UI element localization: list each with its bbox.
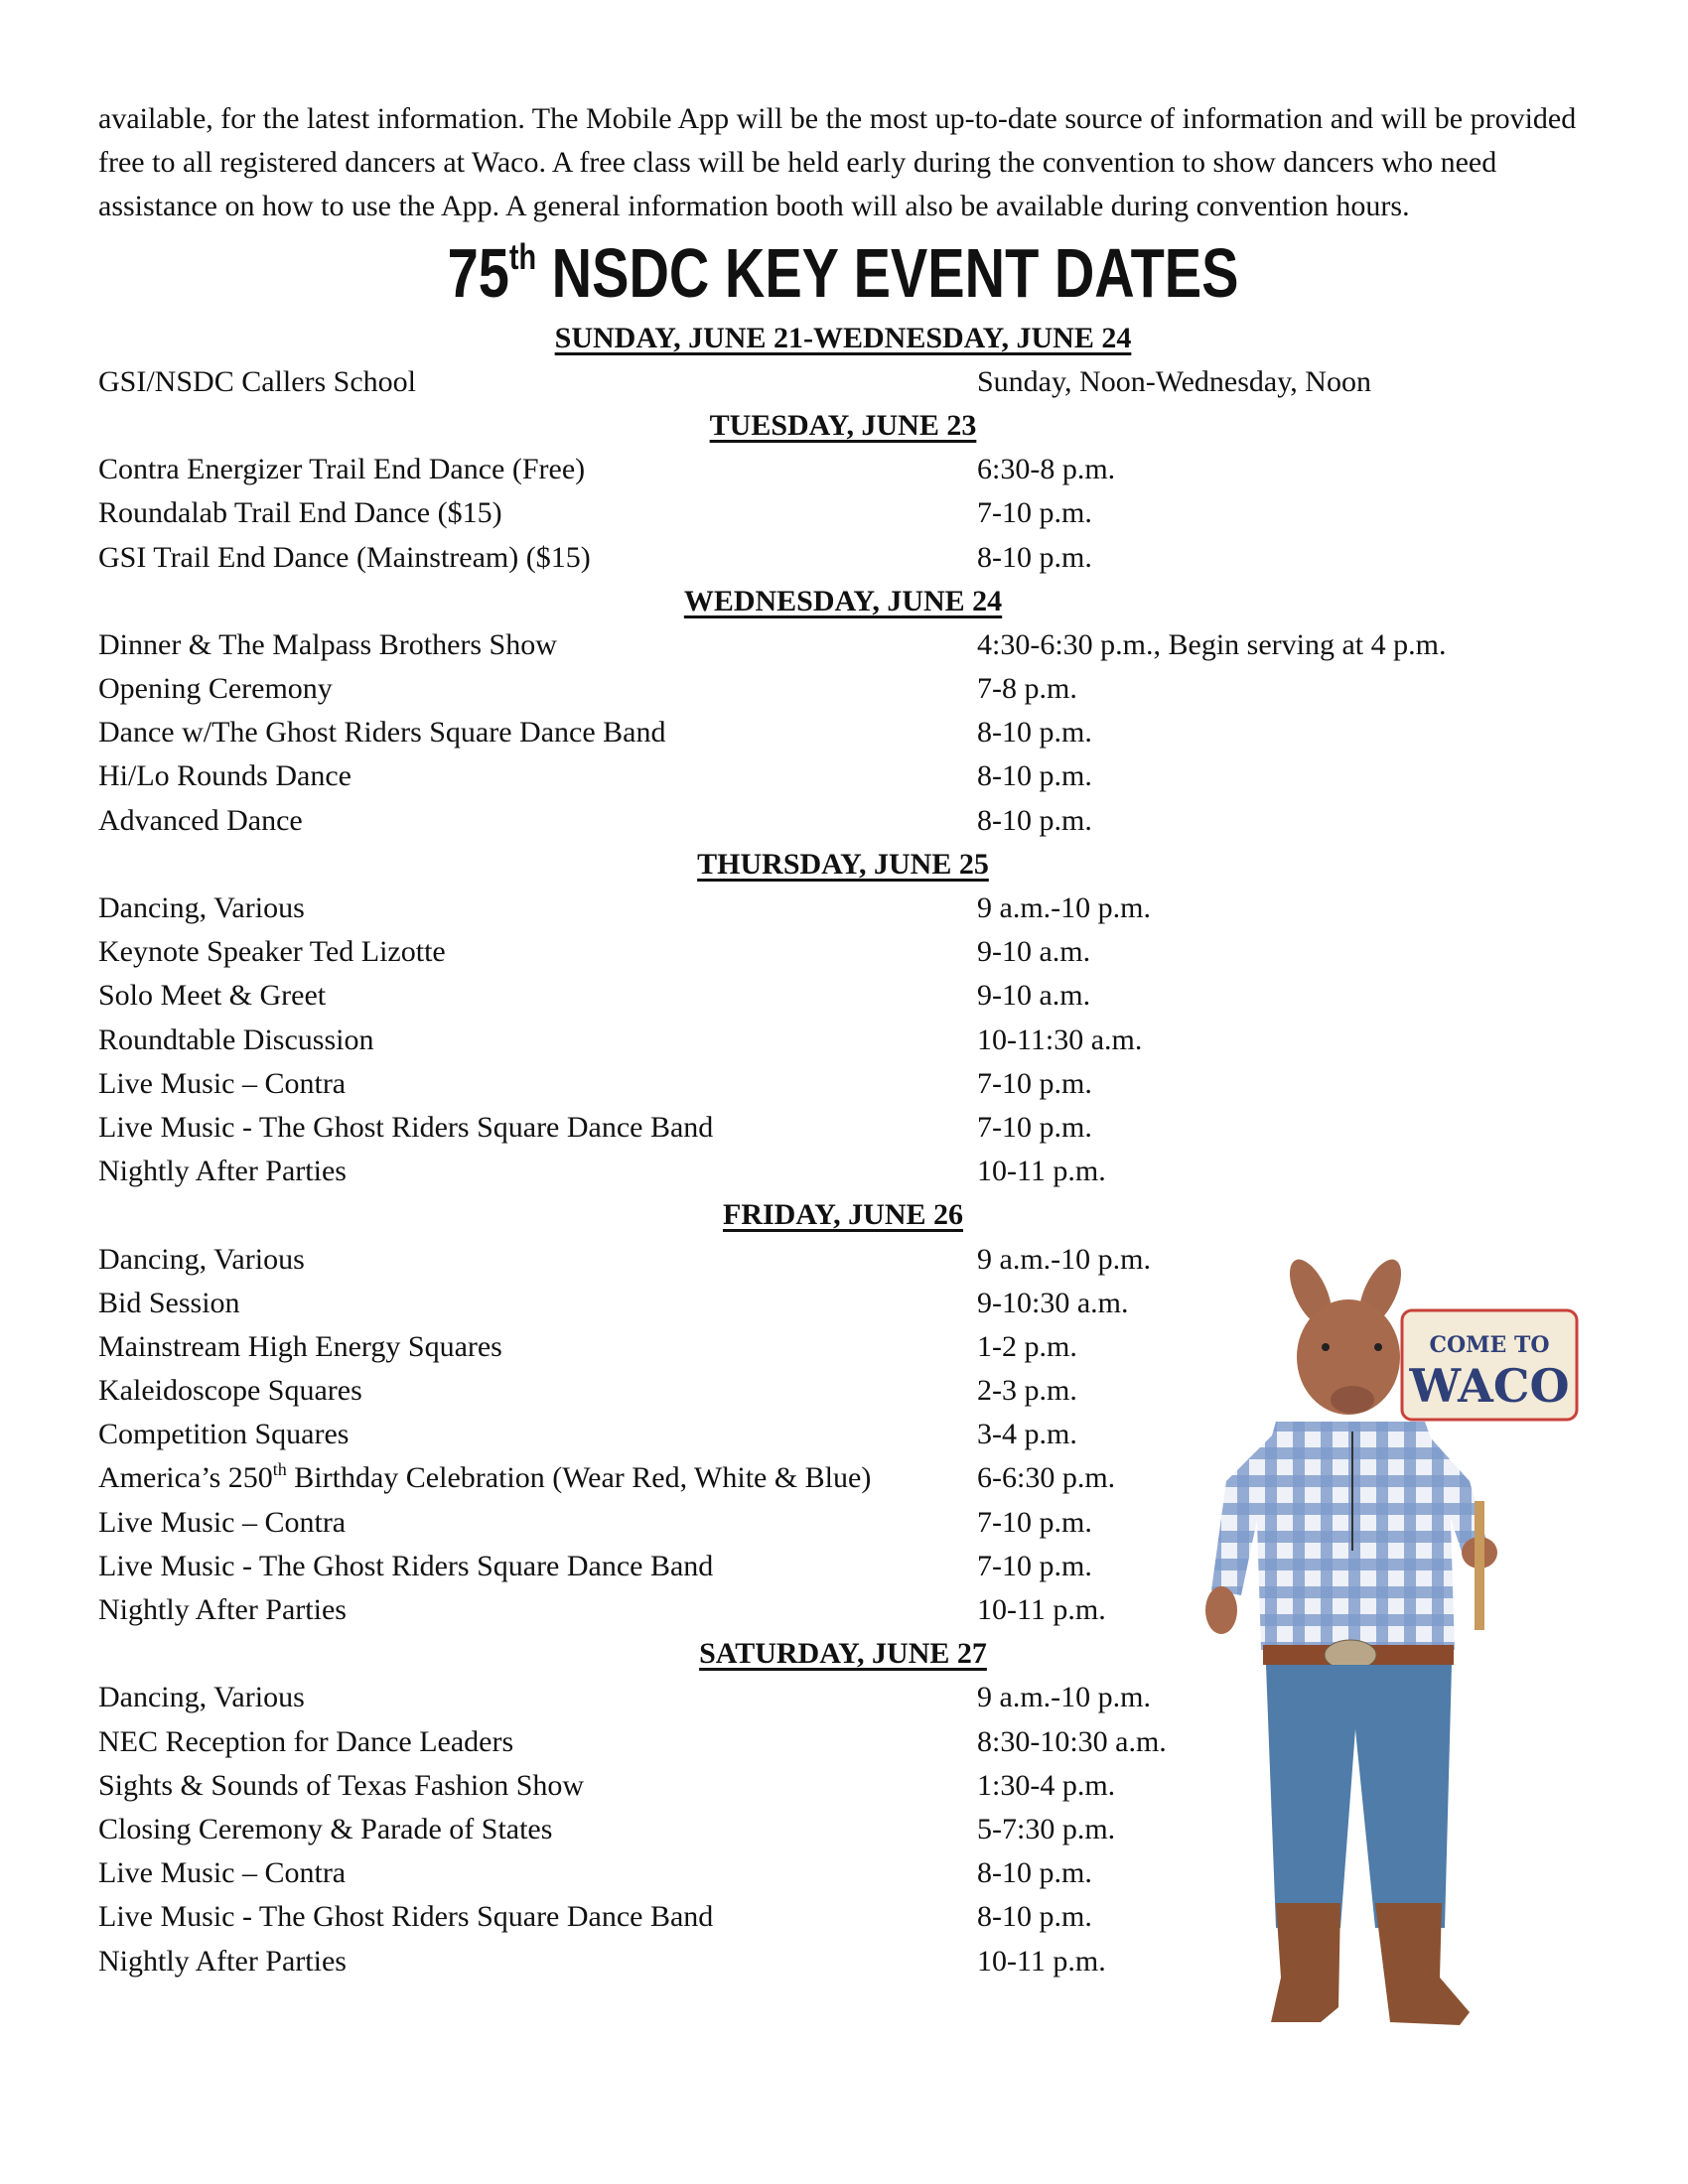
event-row [98,1062,1588,1106]
event-row [98,623,1588,667]
event-time: 10-11 p.m. [977,1155,1106,1188]
event-name [98,1461,871,1494]
event-name-text: Dance w/The Ghost Riders Square Dance Band [98,716,666,750]
event-name [98,1330,502,1363]
event-name [98,1945,347,1978]
event-name-text: Advanced Dance [98,803,303,837]
event-name-text: Nightly After Parties [98,1944,347,1978]
event-time: 7-10 p.m. [977,1066,1092,1100]
event-name-text: GSI Trail End Dance (Mainstream) ($15) [98,540,591,574]
jeans [1266,1665,1452,1928]
event-time: 8-10 p.m. [977,803,1092,837]
event-name-text: Live Music - The Ghost Riders Square Dance Band [98,1549,714,1582]
event-time: 6-6:30 p.m. [977,1461,1116,1495]
section-heading-text: FRIDAY, JUNE 26 [723,1198,963,1232]
event-name-text: Dancing, Various [98,1242,305,1276]
event-time: 7-10 p.m. [977,1110,1092,1144]
event-name-text: Live Music - The Ghost Riders Square Dance Band [98,1900,714,1934]
event-time: 7-10 p.m. [977,1549,1092,1582]
event-time: Sunday, Noon-Wednesday, Noon [977,364,1371,398]
section-heading [98,317,1588,360]
event-name [98,541,591,574]
event-name-text: Dancing, Various [98,891,305,925]
event-name-text: NEC Reception for Dance Leaders [98,1724,514,1758]
event-name [98,1856,346,1889]
event-name [98,1813,552,1845]
event-name-text: Contra Energizer Trail End Dance (Free) [98,453,586,486]
event-row [98,887,1588,930]
event-time: 9 a.m.-10 p.m. [977,1681,1151,1714]
event-time: 9-10 a.m. [977,935,1091,969]
event-name [98,1681,305,1713]
event-row [98,536,1588,580]
armadillo-mascot-image [1182,1253,1609,2027]
event-row [98,448,1588,491]
event-name [98,1067,346,1100]
section-heading [98,580,1588,623]
event-time: 7-10 p.m. [977,1505,1092,1539]
event-name [98,1900,713,1933]
event-name-text: America’s 250 [98,1461,273,1495]
event-name [98,935,446,968]
event-name-text: Dancing, Various [98,1681,305,1714]
title-superscript: th [508,235,537,277]
section-heading-text: SUNDAY, JUNE 21-WEDNESDAY, JUNE 24 [554,321,1132,354]
sign-line-2: WACO [1409,1359,1570,1413]
event-row [98,974,1588,1018]
boot-right [1375,1903,1470,2025]
event-time: 9-10 a.m. [977,979,1091,1013]
section-heading-text: SATURDAY, JUNE 27 [699,1637,987,1671]
event-time: 10-11 p.m. [977,1593,1106,1627]
plaid-shirt [1256,1422,1455,1650]
event-time: 6:30-8 p.m. [977,453,1116,486]
event-row [98,754,1588,798]
event-time: 3-4 p.m. [977,1418,1077,1451]
event-name-text: Kaleidoscope Squares [98,1374,362,1408]
event-name-text: Live Music – Contra [98,1856,347,1890]
boot-left [1271,1903,1340,2022]
event-time: 9 a.m.-10 p.m. [977,1242,1151,1276]
event-name [98,1593,347,1626]
event-name [98,1550,713,1582]
section-heading [98,404,1588,448]
event-name [98,496,502,529]
title-text: NSDC KEY EVENT DATES [536,233,1239,312]
event-time: 8-10 p.m. [977,759,1092,793]
event-row [98,1150,1588,1193]
event-name-text: Solo Meet & Greet [98,979,327,1013]
event-time: 9-10:30 a.m. [977,1286,1129,1319]
event-name-text: Keynote Speaker Ted Lizotte [98,935,446,969]
event-name-text: Roundalab Trail End Dance ($15) [98,496,502,530]
event-name-text: Sights & Sounds of Texas Fashion Show [98,1768,585,1802]
event-name-text: Roundtable Discussion [98,1023,374,1056]
event-row [98,799,1588,843]
event-name [98,1506,346,1539]
sign-line-1: COME TO [1429,1332,1550,1358]
event-row [98,360,1588,404]
event-name-superscript: th [272,1459,287,1480]
section-heading-text: THURSDAY, JUNE 25 [697,847,989,881]
event-row [98,930,1588,974]
event-name-text: Live Music – Contra [98,1066,347,1100]
event-name [98,979,326,1012]
event-name-text: Nightly After Parties [98,1155,347,1188]
sign-post [1475,1501,1484,1630]
event-row [98,711,1588,754]
event-row [98,1019,1588,1062]
section-heading [98,1193,1588,1237]
event-name [98,1374,362,1407]
event-name-text: Nightly After Parties [98,1593,347,1627]
event-name [98,628,557,661]
event-time: 5-7:30 p.m. [977,1812,1116,1845]
event-name [98,891,305,924]
event-time: 8-10 p.m. [977,1900,1092,1934]
event-name [98,1243,305,1276]
event-time: 1-2 p.m. [977,1329,1077,1363]
event-time: 10-11:30 a.m. [977,1023,1143,1056]
event-name [98,1024,374,1056]
event-name-text: Competition Squares [98,1418,350,1451]
event-name-text: Hi/Lo Rounds Dance [98,759,352,793]
event-name-text: Mainstream High Energy Squares [98,1329,502,1363]
event-name-text: GSI/NSDC Callers School [98,364,417,398]
event-time: 2-3 p.m. [977,1374,1077,1408]
event-row [98,667,1588,711]
event-name [98,672,333,705]
event-row [98,1106,1588,1150]
title-number: 75 [447,233,509,312]
event-time: 1:30-4 p.m. [977,1768,1116,1802]
section-heading [98,843,1588,887]
event-name-text: Bid Session [98,1286,240,1319]
event-name [98,365,416,398]
event-name-text: Opening Ceremony [98,672,333,706]
event-name [98,1111,713,1144]
page-title [98,229,1588,317]
event-time: 8:30-10:30 a.m. [977,1724,1167,1758]
event-name [98,804,303,837]
event-name [98,716,666,749]
event-time: 10-11 p.m. [977,1944,1106,1978]
event-time: 8-10 p.m. [977,716,1092,750]
event-name [98,1287,240,1319]
section-heading-text: WEDNESDAY, JUNE 24 [683,584,1003,617]
event-time: 4:30-6:30 p.m., Begin serving at 4 p.m. [977,627,1447,661]
event-name-text: Live Music – Contra [98,1505,347,1539]
event-name [98,453,585,485]
event-row [98,491,1588,535]
intro-paragraph: available, for the latest information. The Mobile App will be the most up-to-date source of information and will be provided free to all registered dancers at Waco. A free class will be held early during the convention to show dancers who need assistance on how to use the App. A general information booth will also be available during convention hours. [98,102,1577,223]
event-time: 7-10 p.m. [977,496,1092,530]
event-name-text: Closing Ceremony & Parade of States [98,1812,553,1845]
event-time: 9 a.m.-10 p.m. [977,891,1151,925]
event-time: 8-10 p.m. [977,1856,1092,1890]
event-name-text: Live Music - The Ghost Riders Square Dance Band [98,1110,714,1144]
event-time: 7-8 p.m. [977,672,1077,706]
event-name [98,1725,513,1758]
event-name [98,759,352,792]
event-name-text: Birthday Celebration (Wear Red, White & Blue) [286,1461,872,1495]
event-name-text: Dinner & The Malpass Brothers Show [98,627,557,661]
section-heading-text: TUESDAY, JUNE 23 [709,408,977,442]
event-name [98,1155,347,1187]
event-name [98,1769,584,1802]
event-name [98,1418,349,1450]
event-time: 8-10 p.m. [977,540,1092,574]
